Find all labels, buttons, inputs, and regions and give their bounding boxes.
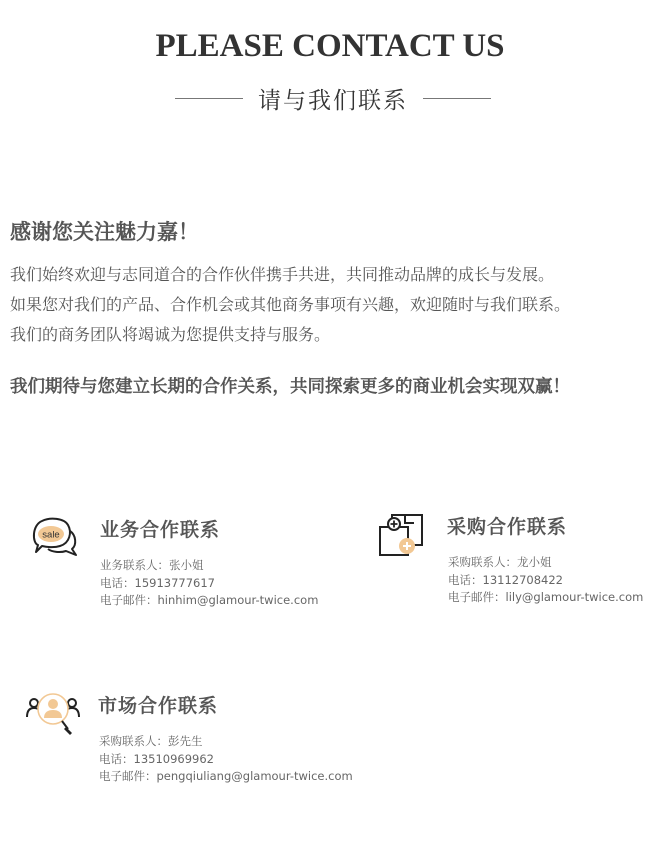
subtitle-row bbox=[0, 82, 660, 114]
intro-line-1: 我们始终欢迎与志同道合的合作伙伴携手共进，共同推动品牌的成长与发展。 bbox=[10, 265, 555, 284]
contact-phone: 电话：13112708422 bbox=[448, 572, 563, 587]
contact-person: 采购联系人：龙小姐 bbox=[448, 555, 552, 569]
page-title-cn: 请与我们联系 bbox=[258, 88, 408, 114]
contact-info-market bbox=[99, 733, 353, 786]
svg-text:sale: sale bbox=[42, 529, 60, 541]
contact-title-business: 业务合作联系 bbox=[100, 519, 221, 541]
contact-card-business bbox=[0, 505, 340, 615]
closing-statement: 我们期待与您建立长期的合作关系，共同探索更多的商业机会实现双赢！ bbox=[10, 377, 570, 397]
intro-line-2: 如果您对我们的产品、合作机会或其他商务事项有兴趣，欢迎随时与我们联系。 bbox=[10, 295, 571, 314]
contact-info-business bbox=[100, 557, 318, 610]
divider-right bbox=[423, 98, 491, 99]
contact-card-market bbox=[0, 685, 380, 795]
divider-left bbox=[175, 98, 243, 99]
contact-title-purchase: 采购合作联系 bbox=[447, 516, 568, 538]
intro-heading: 感谢您关注魅力嘉！ bbox=[10, 220, 199, 244]
contact-email: 电子邮件：hinhim@glamour-twice.com bbox=[100, 593, 319, 607]
contact-phone: 电话：15913777617 bbox=[100, 575, 215, 590]
contact-person: 业务联系人：张小姐 bbox=[100, 558, 204, 572]
contact-email: 电子邮件：lily@glamour-twice.com bbox=[448, 590, 644, 604]
page-title-en: PLEASE CONTACT US bbox=[155, 28, 505, 64]
intro-line-3: 我们的商务团队将竭诚为您提供支持与服务。 bbox=[10, 325, 331, 344]
contact-title-market: 市场合作联系 bbox=[98, 695, 219, 717]
sale-chat-icon bbox=[30, 515, 80, 561]
contact-email: 电子邮件：pengqiuliang@glamour-twice.com bbox=[99, 769, 353, 783]
contact-phone: 电话：13510969962 bbox=[99, 751, 214, 766]
purchase-box-icon bbox=[378, 511, 428, 559]
contact-person: 采购联系人：彭先生 bbox=[99, 734, 203, 748]
contact-card-purchase bbox=[370, 505, 660, 615]
market-people-icon bbox=[26, 689, 80, 739]
contact-info-purchase bbox=[448, 554, 643, 607]
